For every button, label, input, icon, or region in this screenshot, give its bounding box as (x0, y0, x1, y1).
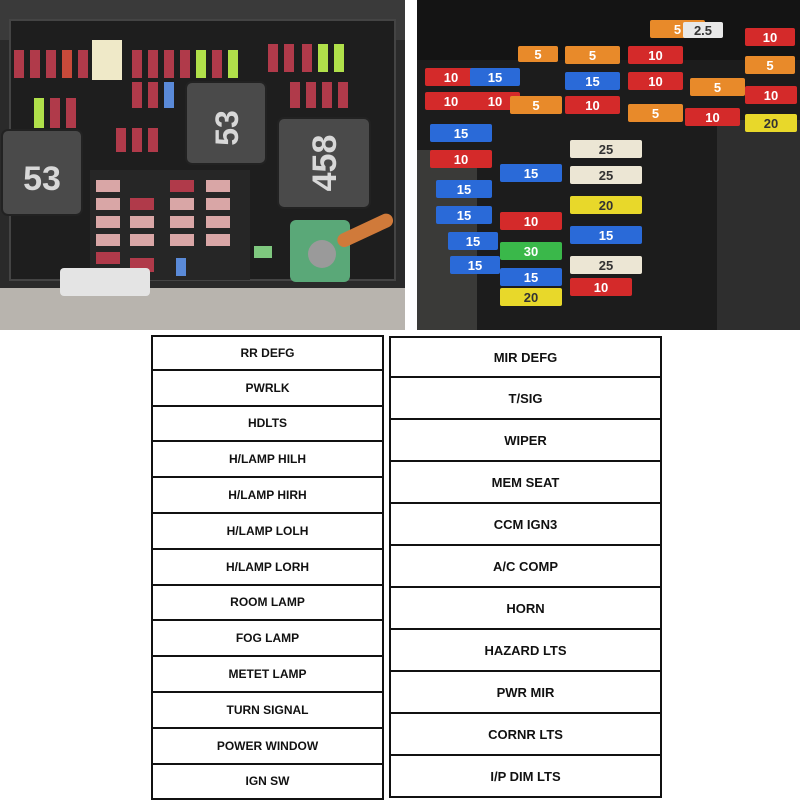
fuse-label-cell: PWR MIR (391, 672, 660, 714)
blade-fuse-rating: 10 (648, 74, 663, 89)
fuse-label-cell: IGN SW (153, 765, 382, 800)
blade-fuse-rating: 15 (585, 74, 600, 89)
fuse-box-photo-left (0, 0, 405, 330)
relay-53-center (186, 82, 266, 164)
fuse-label-cell: H/LAMP HIRH (153, 478, 382, 514)
relay-458 (278, 118, 370, 208)
blade-fuse-rating: 5 (673, 22, 682, 37)
blade-fuse-rating: 5 (713, 80, 722, 95)
relay-458-label: 458 (306, 134, 344, 192)
relay-53-left-label: 53 (23, 160, 61, 198)
blade-fuse-rating: 20 (763, 116, 779, 131)
blade-fuse-rating: 10 (648, 48, 663, 63)
fuse-label-cell: RR DEFG (153, 335, 382, 371)
bottom-fuse-grid (90, 170, 272, 280)
blade-fuse-rating: 10 (487, 94, 503, 109)
fuse-label-cell: TURN SIGNAL (153, 693, 382, 729)
relay-53-left (2, 130, 82, 215)
blade-fuse-rating: 10 (763, 88, 779, 103)
fuse-label-cell: A/C COMP (391, 546, 660, 588)
blade-fuse-rating: 15 (456, 182, 472, 197)
fuse-box-left-illustration (0, 0, 405, 330)
fuse-label-cell: MIR DEFG (391, 336, 660, 378)
blade-fuse-rating: 30 (523, 244, 539, 259)
fuse-label-cell: MEM SEAT (391, 462, 660, 504)
blade-fuse-rating: 5 (766, 58, 774, 73)
blade-fuse-rating: 10 (705, 110, 720, 125)
fuse-label-cell: H/LAMP LOLH (153, 514, 382, 550)
blade-fuse-rating: 15 (523, 270, 539, 285)
blade-fuse-rating: 25 (598, 142, 614, 157)
fuse-label-cell: PWRLK (153, 371, 382, 407)
fuse-label-cell: CCM IGN3 (391, 504, 660, 546)
fuse-label-cell: I/P DIM LTS (391, 756, 660, 798)
blade-fuse-rating: 15 (453, 126, 469, 141)
fuse-label-list-left (151, 335, 384, 800)
blade-fuse-rating: 15 (467, 258, 483, 273)
blade-fuse-rating: 25 (598, 258, 614, 273)
blade-fuse-rating: 15 (598, 228, 614, 243)
blade-fuse-rating: 25 (598, 168, 614, 183)
fuse-label-cell: FOG LAMP (153, 621, 382, 657)
fuse-label-cell: CORNR LTS (391, 714, 660, 756)
fuse-label-cell: H/LAMP LORH (153, 550, 382, 586)
blade-fuse-rating: 5 (532, 98, 540, 113)
blade-fuse-rating: 5 (651, 106, 660, 121)
blade-fuse-rating: 20 (523, 290, 539, 305)
fuse-label-cell: METET LAMP (153, 657, 382, 693)
relay-53-center-label: 53 (209, 110, 245, 146)
fuse-label-cell: WIPER (391, 420, 660, 462)
fuse-label-cell: T/SIG (391, 378, 660, 420)
blade-fuse-rating: 10 (443, 94, 459, 109)
blade-fuse-rating: 2.5 (693, 23, 713, 38)
blade-fuse-rating: 10 (585, 98, 600, 113)
fuse-label-cell: ROOM LAMP (153, 586, 382, 622)
blade-fuse-rating: 10 (762, 30, 778, 45)
fuse-label-list-right (389, 336, 662, 798)
blade-fuse-rating: 10 (443, 70, 459, 85)
blade-fuse-rating: 5 (588, 48, 597, 63)
blade-fuse-rating: 15 (465, 234, 481, 249)
fuse-label-cell: HDLTS (153, 407, 382, 443)
blade-fuse-rating: 5 (534, 47, 542, 62)
blade-fuse-rating: 10 (593, 280, 609, 295)
blade-fuse-rating: 15 (456, 208, 472, 223)
fuse-label-cell: HAZARD LTS (391, 630, 660, 672)
fuse-label-cell: HORN (391, 588, 660, 630)
blade-fuse-rating: 10 (453, 152, 469, 167)
blade-fuse-rating: 15 (487, 70, 503, 85)
blade-fuse-rating: 20 (598, 198, 614, 213)
fuse-label-cell: POWER WINDOW (153, 729, 382, 765)
fuse-label-cell: H/LAMP HILH (153, 442, 382, 478)
blade-fuse-rating: 15 (523, 166, 539, 181)
fuse-box-photo-right (417, 0, 800, 330)
fuse-panel-right-illustration (417, 0, 800, 330)
blade-fuse-rating: 10 (523, 214, 539, 229)
